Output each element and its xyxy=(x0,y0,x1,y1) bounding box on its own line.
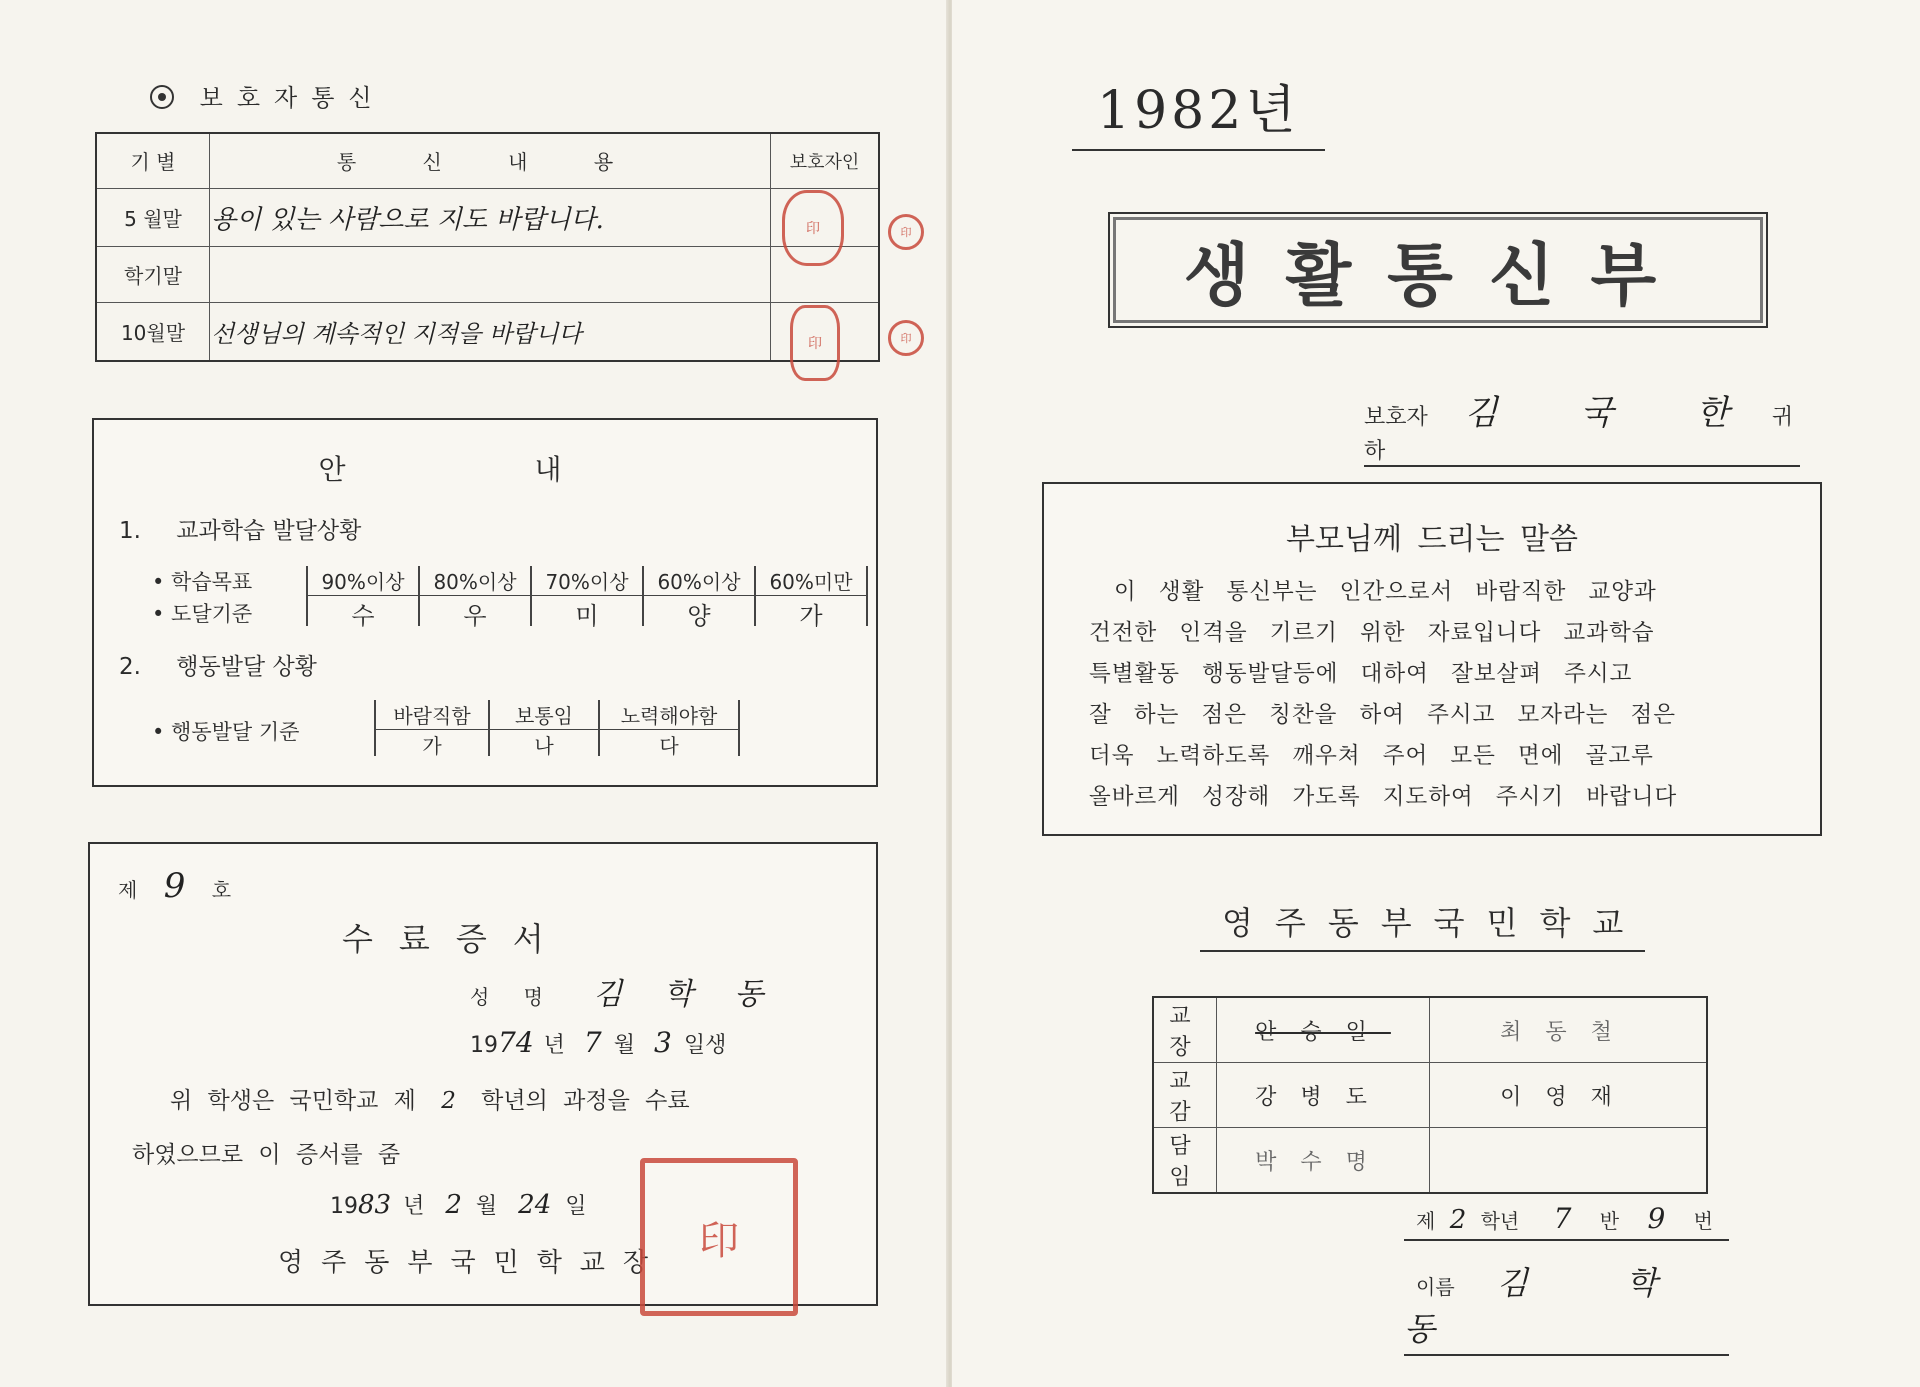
staff-role: 담 임 xyxy=(1153,1128,1217,1194)
message-line: 올바르게 성장해 가도록 지도하여 주시기 바랍니다 xyxy=(1089,784,1678,810)
grade-value: 미 xyxy=(575,602,599,630)
grade-criterion: 노력해야함 xyxy=(600,700,738,730)
date-century: 19 xyxy=(330,1194,358,1219)
grade-cell xyxy=(530,566,642,630)
grade-criterion: 60%미만 xyxy=(756,566,866,596)
grade-value: 다 xyxy=(659,734,679,758)
message-box xyxy=(1042,482,1822,836)
message-line: 더욱 노력하도록 깨우쳐 주어 모든 면에 골고루 xyxy=(1089,743,1654,769)
birth-line xyxy=(470,1026,726,1059)
staff-name-2 xyxy=(1430,1128,1708,1194)
body-text: 학년의 과정을 수료 xyxy=(481,1088,690,1114)
grade-cell xyxy=(598,700,738,756)
staff-table xyxy=(1152,996,1708,1194)
label-target: • 학습목표 xyxy=(152,570,253,594)
certificate-number xyxy=(118,866,231,906)
grade-value: 나 xyxy=(534,734,554,758)
s2-grade-scale xyxy=(374,700,740,756)
table-row xyxy=(96,188,879,247)
grade-criterion: 60%이상 xyxy=(644,566,754,596)
grade-cell xyxy=(488,700,598,756)
guide-box xyxy=(92,418,878,787)
birth-month: 7 xyxy=(583,1026,602,1059)
birth-century: 19 xyxy=(470,1033,498,1058)
guardian-suffix: 귀하 xyxy=(1364,405,1794,464)
name-label: 성 명 xyxy=(470,985,557,1009)
guardian-comm-title: 보호자통신 xyxy=(199,84,386,112)
right-page xyxy=(952,0,1920,1387)
birth-year-label: 년 xyxy=(543,1033,565,1058)
grade-criterion: 70%이상 xyxy=(532,566,642,596)
col-content: 통 신 내 용 xyxy=(210,133,771,188)
no-value: 9 xyxy=(163,866,186,906)
date-day-label: 일 xyxy=(565,1194,587,1219)
table-row xyxy=(1153,1128,1707,1194)
grade-cell xyxy=(642,566,754,630)
guide-section-2 xyxy=(119,648,317,681)
section-num: 2. xyxy=(119,654,141,680)
s1-grade-scale xyxy=(306,566,868,630)
class-grade: 2 xyxy=(1449,1205,1467,1235)
body-text: 위 학생은 국민학교 제 xyxy=(170,1088,416,1114)
message-body xyxy=(1089,572,1677,818)
class-num: 9 xyxy=(1647,1202,1666,1235)
issuer: 영주동부국민학교장 xyxy=(278,1248,667,1278)
staff-role: 교 장 xyxy=(1153,997,1217,1063)
class-ban: 7 xyxy=(1553,1202,1572,1235)
row-period: 10월말 xyxy=(96,302,210,361)
guardian-seal-1: 印 xyxy=(782,190,844,266)
col-seal: 보호자인 xyxy=(771,133,880,188)
class-grade-label: 학년 xyxy=(1480,1209,1520,1233)
grade-value: 가 xyxy=(799,602,823,630)
section-title: 교과학습 발달상황 xyxy=(176,518,362,544)
grade-cell xyxy=(306,566,418,630)
student-line xyxy=(1404,1258,1729,1356)
row-period: 학기말 xyxy=(96,247,210,302)
grade-criterion: 90%이상 xyxy=(308,566,418,596)
staff-name: 강병도 xyxy=(1217,1063,1430,1128)
table-row xyxy=(1153,997,1707,1063)
grade-value: 가 xyxy=(422,734,442,758)
name-line xyxy=(470,969,779,1013)
school-seal: 印 xyxy=(640,1158,798,1316)
teacher-seal-1: 印 xyxy=(888,214,924,250)
guardian-label: 보호자 xyxy=(1364,405,1428,430)
cover-year: 1982년 xyxy=(1072,68,1325,151)
certificate-title: 수료증서 xyxy=(342,920,570,958)
student-label: 이름 xyxy=(1416,1275,1455,1299)
section-num: 1. xyxy=(119,518,141,544)
grade-cell xyxy=(374,700,488,756)
grade-cell xyxy=(754,566,866,630)
table-row xyxy=(1153,1063,1707,1128)
col-period: 기 별 xyxy=(96,133,210,188)
row-content: 용이 있는 사람으로 지도 바랍니다. xyxy=(210,188,771,247)
guide-section-1 xyxy=(119,512,361,545)
message-line: 특별활동 행동발달등에 대하여 잘보살펴 주시고 xyxy=(1089,661,1633,687)
birth-day-label: 일생 xyxy=(683,1033,727,1058)
class-ban-label: 반 xyxy=(1599,1209,1620,1233)
bullseye-icon xyxy=(150,85,174,109)
grade-criterion: 바람직함 xyxy=(376,700,488,730)
student-name: 김 학 동 xyxy=(1404,1264,1701,1348)
guardian-name: 김 국 한 xyxy=(1464,393,1765,433)
guardian-seal-2: 印 xyxy=(790,305,840,381)
name-value: 김 학 동 xyxy=(593,977,780,1012)
section-title: 행동발달 상황 xyxy=(176,654,317,680)
table-row xyxy=(96,302,879,361)
cover-title: 생활통신부 xyxy=(1108,212,1768,328)
grade-value: 우 xyxy=(463,602,487,630)
issue-date xyxy=(330,1189,587,1220)
body-line-2: 하였으므로 이 증서를 줌 xyxy=(132,1142,401,1168)
message-title: 부모님께 드리는 말씀 xyxy=(1286,522,1578,557)
row-content xyxy=(210,247,771,302)
message-line: 잘 하는 점은 칭찬을 하여 주시고 모자라는 점은 xyxy=(1089,702,1677,728)
birth-day: 3 xyxy=(654,1026,672,1059)
grade-criterion: 80%이상 xyxy=(420,566,530,596)
grade-value: 양 xyxy=(687,602,711,630)
birth-year: 74 xyxy=(498,1026,534,1059)
grade-number: 2 xyxy=(441,1088,456,1114)
class-line xyxy=(1404,1202,1729,1241)
s1-labels xyxy=(152,566,252,630)
staff-name: 박수명 xyxy=(1217,1128,1430,1194)
no-suffix: 호 xyxy=(211,878,232,902)
label-behavior: • 행동발달 기준 xyxy=(152,720,300,744)
table-row xyxy=(96,247,879,302)
no-prefix: 제 xyxy=(118,878,138,902)
row-period: 5 월말 xyxy=(96,188,210,247)
message-line: 건전한 인격을 기르기 위한 자료입니다 교과학습 xyxy=(1089,620,1655,646)
birth-month-label: 월 xyxy=(613,1033,635,1058)
row-content: 선생님의 계속적인 지적을 바랍니다 xyxy=(210,302,771,361)
grade-value: 수 xyxy=(351,602,375,630)
staff-name: 안승일 xyxy=(1217,997,1430,1063)
teacher-seal-2: 印 xyxy=(888,320,924,356)
date-month-label: 월 xyxy=(475,1194,498,1219)
body-line-1 xyxy=(170,1082,690,1115)
grade-cell xyxy=(418,566,530,630)
class-num-label: 번 xyxy=(1693,1209,1713,1233)
guide-title: 안 내 xyxy=(318,453,652,486)
class-je: 제 xyxy=(1416,1209,1436,1233)
staff-role: 교 감 xyxy=(1153,1063,1217,1128)
guardian-line xyxy=(1364,385,1800,467)
school-name: 영주동부국민학교 xyxy=(1200,898,1645,952)
date-day: 24 xyxy=(518,1190,552,1220)
label-criterion: • 도달기준 xyxy=(152,602,253,626)
grade-criterion: 보통임 xyxy=(490,700,598,730)
message-line: 이 생활 통신부는 인간으로서 바람직한 교양과 xyxy=(1114,579,1657,605)
left-page xyxy=(0,0,950,1387)
date-year: 83 xyxy=(358,1190,392,1220)
guardian-comm-header xyxy=(150,78,386,113)
guardian-comm-table xyxy=(95,132,880,362)
date-year-label: 년 xyxy=(403,1194,425,1219)
staff-name-2: 이영재 xyxy=(1430,1063,1708,1128)
staff-name-2: 최동철 xyxy=(1430,997,1708,1063)
date-month: 2 xyxy=(445,1190,462,1220)
